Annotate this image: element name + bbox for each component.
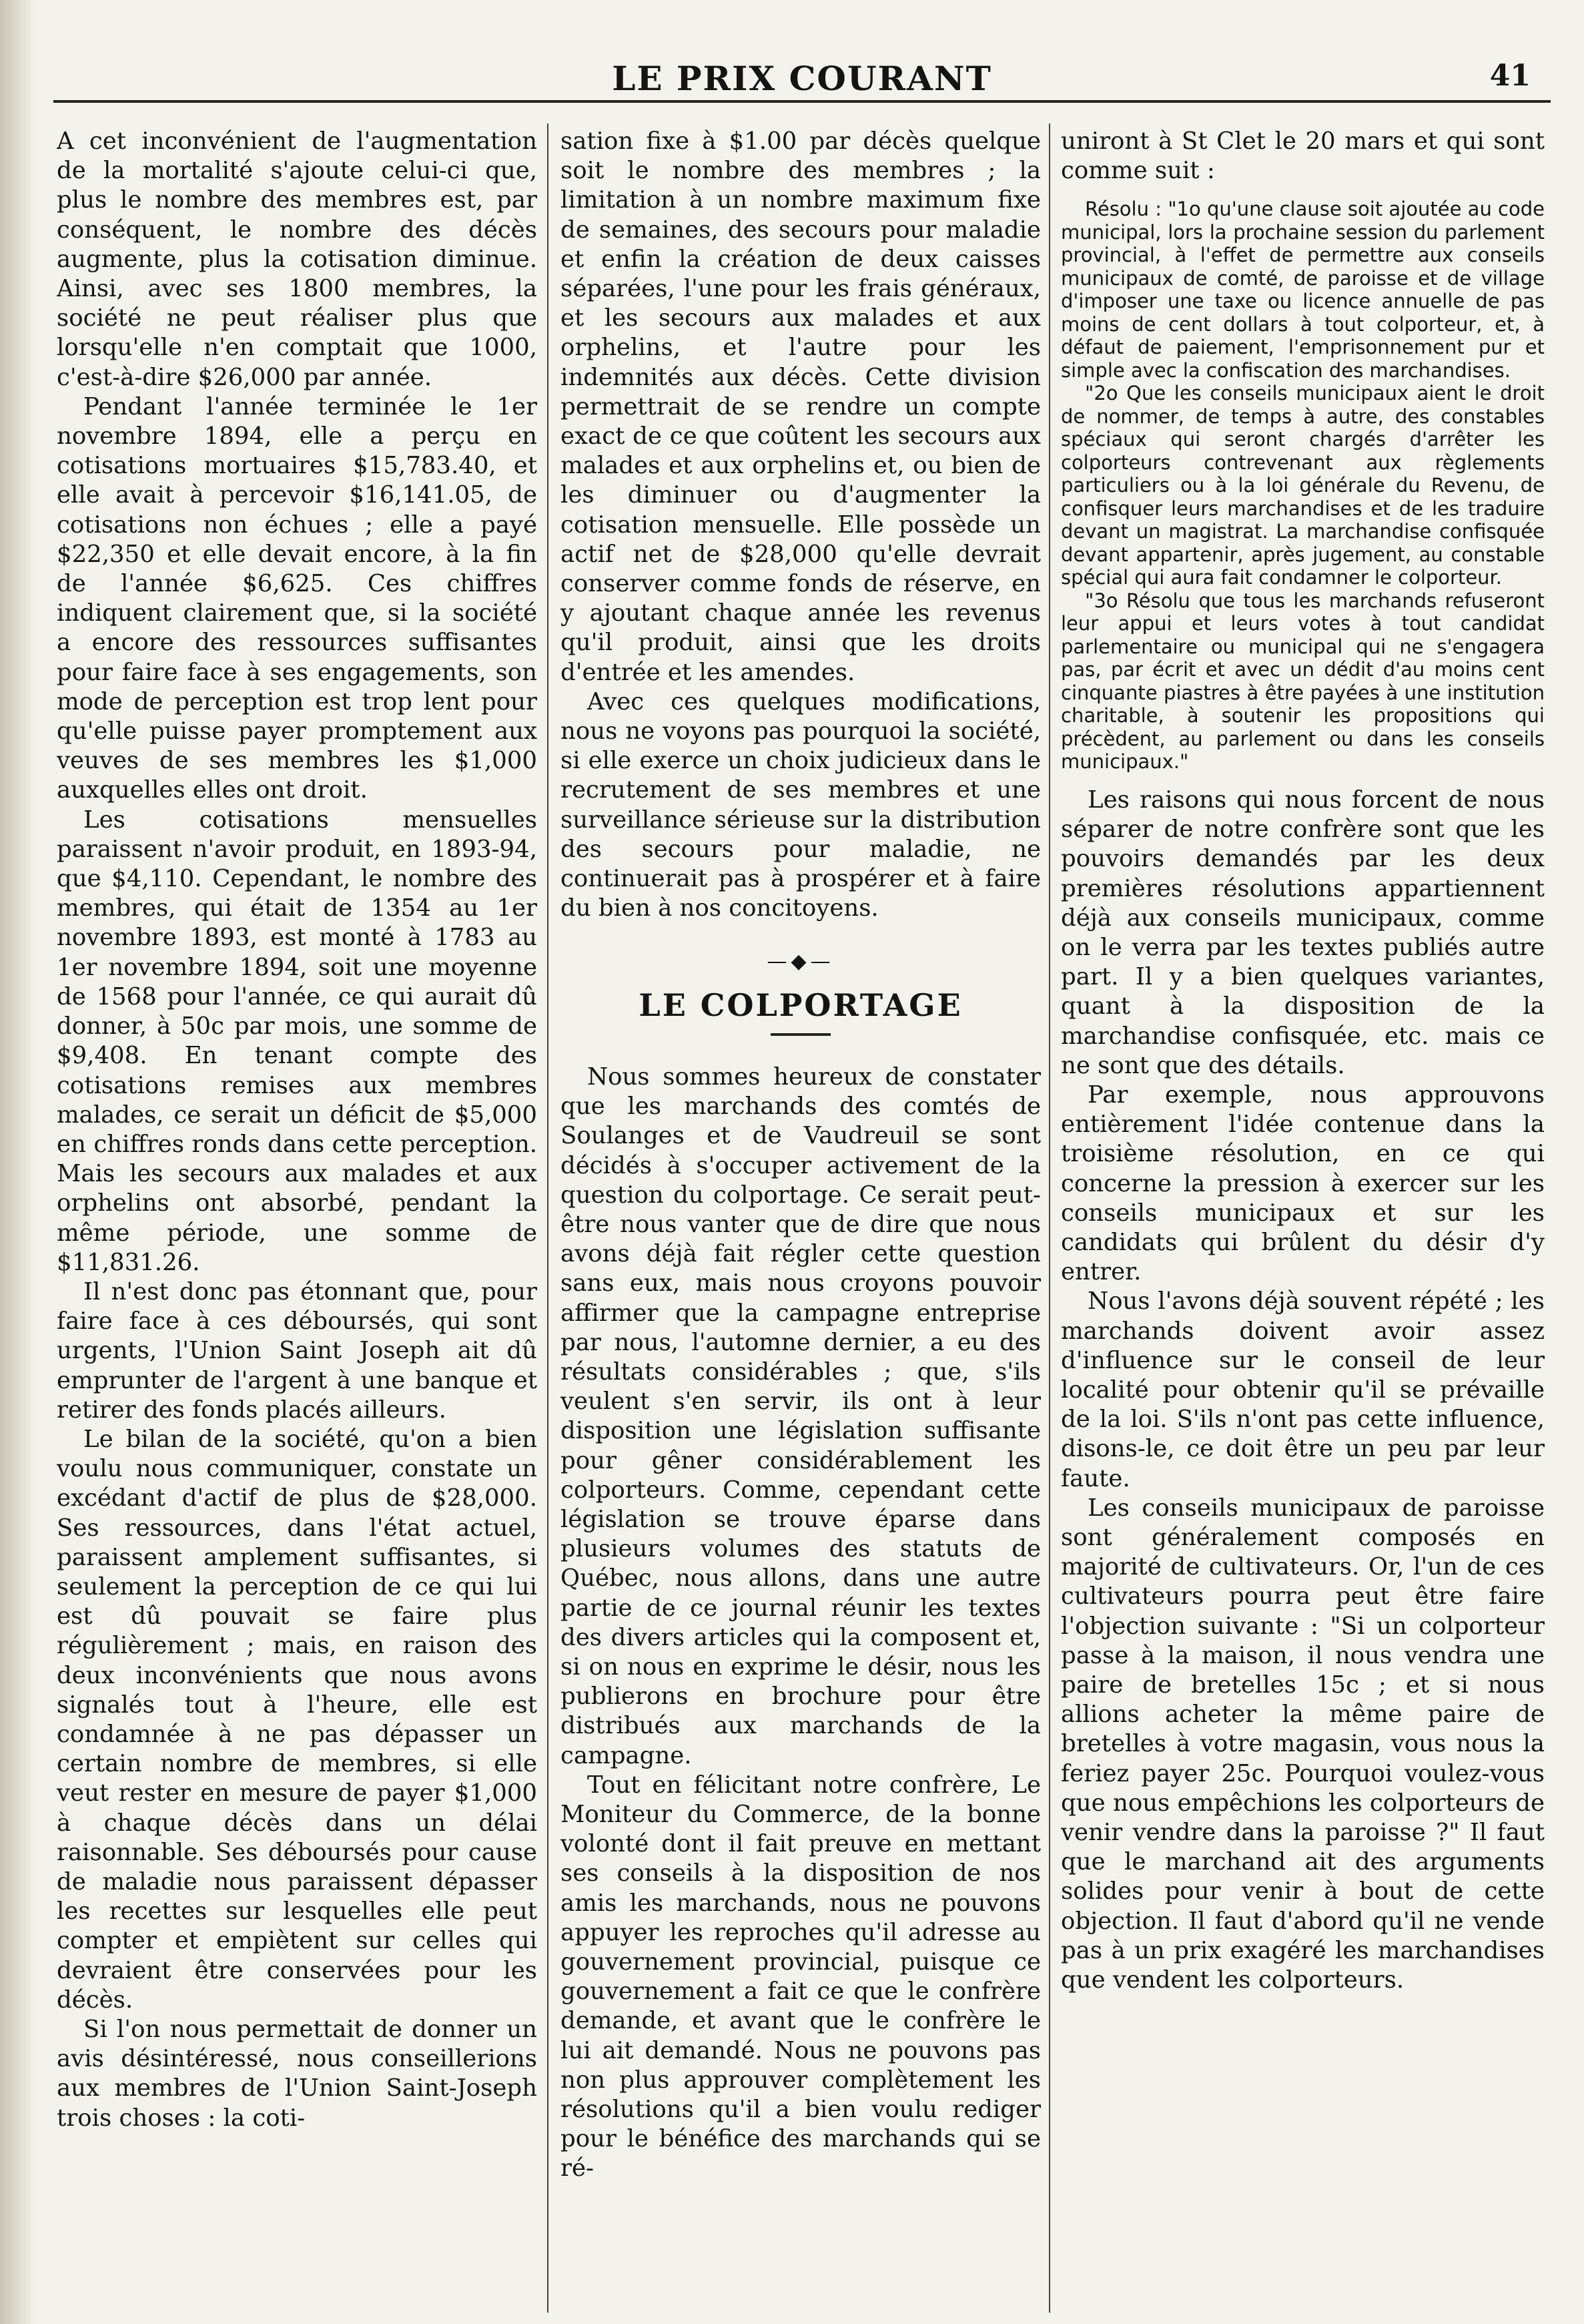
column-2 [560, 127, 1041, 2309]
paragraph: Les conseils municipaux de paroisse sont généralement composés en majorité de cultivateurs. Or, l'un de ces cultivateurs pourra peut être faire l'objection suivante : "Si un colporteur passe à la maison, il nous vendra une paire de bretelles 15c ; et si nous allions acheter la même paire de bretelles à votre magasin, vous nous la feriez payer 25c. Pourquoi voulez-vous que nous empêchions les colporteurs de venir vendre dans la paroisse ?" Il faut que le marchand ait des arguments solides pour venir à bout de cette objection. Il faut d'abord qu'il ne vende pas à un prix exagéré les marchandises que vendent les colporteurs. [1061, 1494, 1545, 1994]
column-divider [1049, 123, 1050, 2313]
paragraph: Nous l'avons déjà souvent répété ; les marchands doivent avoir assez d'influence sur le conseil de leur localité pour obtenir qu'il se prévaille de la loi. S'ils n'ont pas cette influence, disons-le, ce doit être un peu par leur faute. [1061, 1287, 1545, 1492]
paragraph: Il n'est donc pas étonnant que, pour faire face à ces déboursés, qui sont urgents, l'Union Saint Joseph ait dû emprunter de l'argent à une banque et retirer des fonds placés ailleurs. [57, 1277, 537, 1424]
page-header [47, 40, 1557, 100]
paragraph: sation fixe à $1.00 par décès quelque soit le nombre des membres ; la limitation à un nombre maximum fixe de semaines, des secours pour maladie et enfin la création de deux caisses séparées, l'une pour les frais généraux, et les secours aux malades et aux orphelins, et l'autre pour les indemnités aux décès. Cette division permettrait de se rendre un compte exact de ce que coûtent les secours aux malades et aux orphelins et, ou bien de les diminuer ou d'augmenter la cotisation mensuelle. Elle possède un actif net de $28,000 qu'elle devrait conserver comme fonds de réserve, en y ajoutant chaque année les revenus qu'il produit, ainsi que les droits d'entrée et les amendes. [560, 127, 1041, 686]
resolution-item: "3o Résolu que tous les marchands refuseront leur appui et leurs votes à tout candidat parlementaire ou municipal qui ne s'engagera pas, par écrit et avec un dédit d'au moins cent cinquante piastres à être payées à une institution charitable, à soutenir les propositions qui précèdent, au parlement ou dans les conseils municipaux." [1061, 589, 1545, 774]
paragraph: uniront à St Clet le 20 mars et qui sont comme suit : [1061, 127, 1545, 185]
paragraph: Pendant l'année terminée le 1er novembre 1894, elle a perçu en cotisations mortuaires $15,783.40, et elle avait à percevoir $16,141.05, de cotisations non échues ; elle a payé $22,350 et elle devait encore, à la fin de l'année $6,625. Ces chiffres indiquent clairement que, si la société a encore des ressources suffisantes pour faire face à ses engagements, son mode de perception est trop lent pour qu'elle puisse payer promptement aux veuves de ses membres les $1,000 auxquelles elles ont droit. [57, 392, 537, 804]
page-number: 41 [1489, 59, 1531, 93]
page-margin-shadow [0, 0, 37, 2324]
resolution-item: "2o Que les conseils municipaux aient le droit de nommer, de temps à autre, des constables spéciaux qui seront chargés d'arrêter les colporteurs contrevenant aux règlements particuliers ou à la loi générale du Revenu, de confisquer leurs marchandises et de les traduire devant un magistrat. La marchandise confisquée devant appartenir, après jugement, au constable spécial qui aura fait condamner le colporteur. [1061, 382, 1545, 589]
resolution-item: Résolu : "1o qu'une clause soit ajoutée au code municipal, lors la prochaine session du parlement provincial, à l'effet de permettre aux conseils municipaux de comté, de paroisse et de village d'imposer une taxe ou licence annuelle de pas moins de cent dollars à tout colporteur, et, à défaut de paiement, l'emprisonnement pur et simple avec la confiscation des marchandises. [1061, 198, 1545, 382]
column-divider [547, 123, 548, 2313]
paragraph: Par exemple, nous approuvons entièrement l'idée contenue dans la troisième résolution, en ce qui concerne la pression à exercer sur les conseils municipaux et sur les candidats qui brûlent du désir d'y entrer. [1061, 1081, 1545, 1286]
paragraph: Les raisons qui nous forcent de nous séparer de notre confrère sont que les pouvoirs demandés par les deux premières résolutions appartiennent déjà aux conseils municipaux, comme on le verra par les textes publiés autre part. Il y a bien quelques variantes, quant à la disposition de la marchandise confisquée, etc. mais ce ne sont que des détails. [1061, 786, 1545, 1079]
column-1 [57, 127, 537, 2309]
paragraph: Si l'on nous permettait de donner un avis désintéressé, nous conseillerions aux membres de l'Union Saint-Joseph trois choses : la coti- [57, 2016, 537, 2132]
column-3 [1061, 127, 1545, 2309]
paragraph: Les cotisations mensuelles paraissent n'avoir produit, en 1893-94, que $4,110. Cependant, le nombre des membres, qui était de 1354 au 1er novembre 1893, est monté à 1783 au 1er novembre 1894, soit une moyenne de 1568 pour l'année, ce qui aurait dû donner, à 50c par mois, une somme de $9,408. En tenant compte des cotisations remises aux membres malades, ce serait un déficit de $5,000 en chiffres ronds dans cette perception. Mais les secours aux malades et aux orphelins ont absorbé, pendant la même période, une somme de $11,831.26. [57, 806, 537, 1276]
section-separator: —◆— [767, 950, 835, 974]
section-rule [771, 1033, 831, 1036]
paragraph: A cet inconvénient de l'augmentation de la mortalité s'ajoute celui-ci que, plus le nombre des membres est, par conséquent, le nombre des décès augmente, plus la cotisation diminue. Ainsi, avec ses 1800 membres, la société ne peut réaliser plus que lorsqu'elle n'en comptait que 1000, c'est-à-dire $26,000 par année. [57, 127, 537, 391]
paragraph: Nous sommes heureux de constater que les marchands des comtés de Soulanges et de Vaudreuil se sont décidés à s'occuper activement de la question du colportage. Ce serait peut-être nous vanter que de dire que nous avons déjà fait régler cette question sans eux, mais nous croyons pouvoir affirmer que la campagne entreprise par nous, l'automne dernier, a eu des résultats considérables ; que, s'ils veulent s'en servir, ils ont à leur disposition une législation suffisante pour gêner considérablement les colporteurs. Comme, cependant cette législation se trouve éparse dans plusieurs volumes des statuts de Québec, nous allons, dans une autre partie de ce journal réunir les textes des divers articles qui la composent et, si on nous en exprime le désir, nous les publierons en brochure pour être distribués aux marchands de la campagne. [560, 1063, 1041, 1769]
journal-title: LE PRIX COURANT [612, 59, 992, 98]
header-rule [53, 100, 1551, 103]
paragraph: Le bilan de la société, qu'on a bien voulu nous communiquer, constate un excédant d'actif de plus de $28,000. Ses ressources, dans l'état actuel, paraissent amplement suffisantes, si seulement la perception de ce qui lui est dû pouvait se faire plus régulièrement ; mais, en raison des deux inconvénients que nous avons signalés tout à l'heure, elle est condamnée à ne pas dépasser un certain nombre de membres, si elle veut rester en mesure de payer $1,000 à chaque décès dans un délai raisonnable. Ses déboursés pour cause de maladie nous paraissent dépasser les recettes sur lesquelles elle peut compter et empiètent sur celles qui devraient être conservées pour les décès. [57, 1425, 537, 2014]
paragraph: Avec ces quelques modifications, nous ne voyons pas pourquoi la société, si elle exerce un choix judicieux dans le recrutement de ses membres et une surveillance sérieuse sur la distribution des secours pour maladie, ne continuerait pas à prospérer et à faire du bien à nos concitoyens. [560, 687, 1041, 922]
paragraph: Tout en félicitant notre confrère, Le Moniteur du Commerce, de la bonne volonté dont il fait preuve en mettant ses conseils à la disposition de nos amis les marchands, nous ne pouvons appuyer les reproches qu'il adresse au gouvernement provincial, puisque ce gouvernement a fait ce que le confrère demande, et avant que le confrère le lui ait demandé. Nous ne pouvons pas non plus approuver complètement les résolutions qu'il a bien voulu rediger pour le bénéfice des marchands qui se ré- [560, 1771, 1041, 2183]
resolutions-block [1061, 198, 1545, 774]
section-title: LE COLPORTAGE [639, 986, 963, 1023]
